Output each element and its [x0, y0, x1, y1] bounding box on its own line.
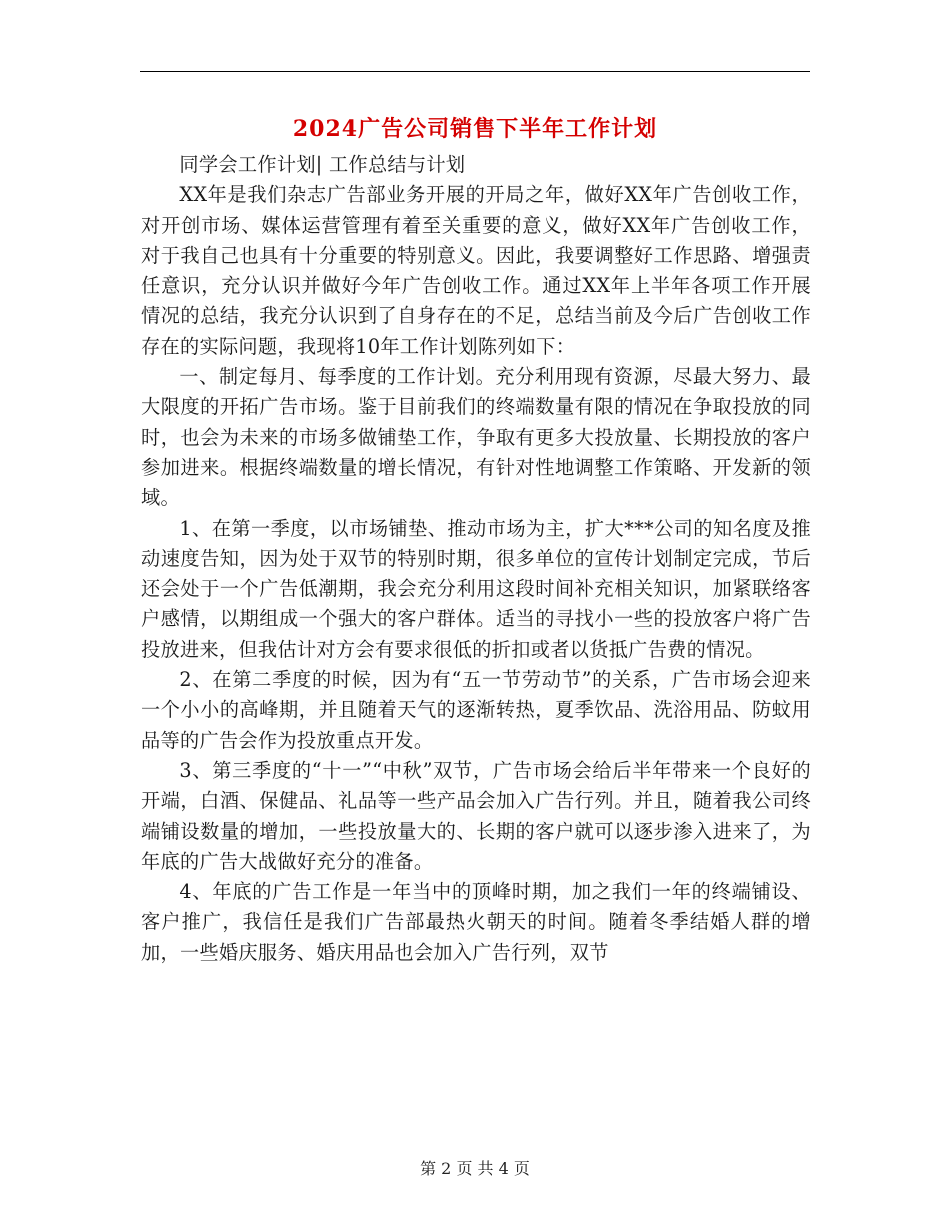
paragraph-q2: 2、在第二季度的时候，因为有“五一节劳动节”的关系，广告市场会迎来一个小小的高峰期，并且随着天气的逐渐转热，夏季饮品、洗浴用品、防蚊用品等的广告会作为投放重点开发。 [141, 668, 811, 752]
paragraph-intro: XX年是我们杂志广告部业务开展的开局之年，做好XX年广告创收工作，对开创市场、媒体运营管理有着至关重要的意义，做好XX年广告创收工作，对于我自己也具有十分重要的特别意义。因此，我要调整好工作思路、增强责任意识，充分认识并做好今年广告创收工作。通过XX年上半年各项工作开展情况的总结，我充分认识到了自身存在的不足，总结当前及今后广告创收工作存在的实际问题，我现将10年工作计划陈列如下： [141, 183, 811, 358]
header-rule [140, 71, 810, 72]
page-number: 第 2 页 共 4 页 [420, 1159, 530, 1178]
paragraph-section-1: 一、制定每月、每季度的工作计划。充分利用现有资源，尽最大努力、最大限度的开拓广告市场。鉴于目前我们的终端数量有限的情况在争取投放的同时，也会为未来的市场多做铺垫工作，争取有更多大投放量、长期投放的客户参加进来。根据终端数量的增长情况，有针对性地调整工作策略、开发新的领域。 [141, 365, 811, 510]
paragraph-q3: 3、第三季度的“十一”“中秋”双节，广告市场会给后半年带来一个良好的开端，白酒、保健品、礼品等一些产品会加入广告行列。并且，随着我公司终端铺设数量的增加，一些投放量大的、长期的客户就可以逐步渗入进来了，为年底的广告大战做好充分的准备。 [141, 758, 811, 873]
paragraph-q1: 1、在第一季度，以市场铺垫、推动市场为主，扩大***公司的知名度及推动速度告知，因为处于双节的特别时期，很多单位的宣传计划制定完成，节后还会处于一个广告低潮期，我会充分利用这段时间补充相关知识，加紧联络客户感情，以期组成一个强大的客户群体。适当的寻找小一些的投放客户将广告投放进来，但我估计对方会有要求很低的折扣或者以货抵广告费的情况。 [141, 516, 811, 661]
document-title: 2024广告公司销售下半年工作计划 [292, 116, 658, 142]
subtitle-line: 同学会工作计划| 工作总结与计划 [179, 153, 466, 176]
paragraph-q4: 4、年底的广告工作是一年当中的顶峰时期，加之我们一年的终端铺设、客户推广，我信任是我们广告部最热火朝天的时间。随着冬季结婚人群的增加，一些婚庆服务、婚庆用品也会加入广告行列，双节 [141, 880, 811, 964]
document-body [141, 150, 811, 968]
